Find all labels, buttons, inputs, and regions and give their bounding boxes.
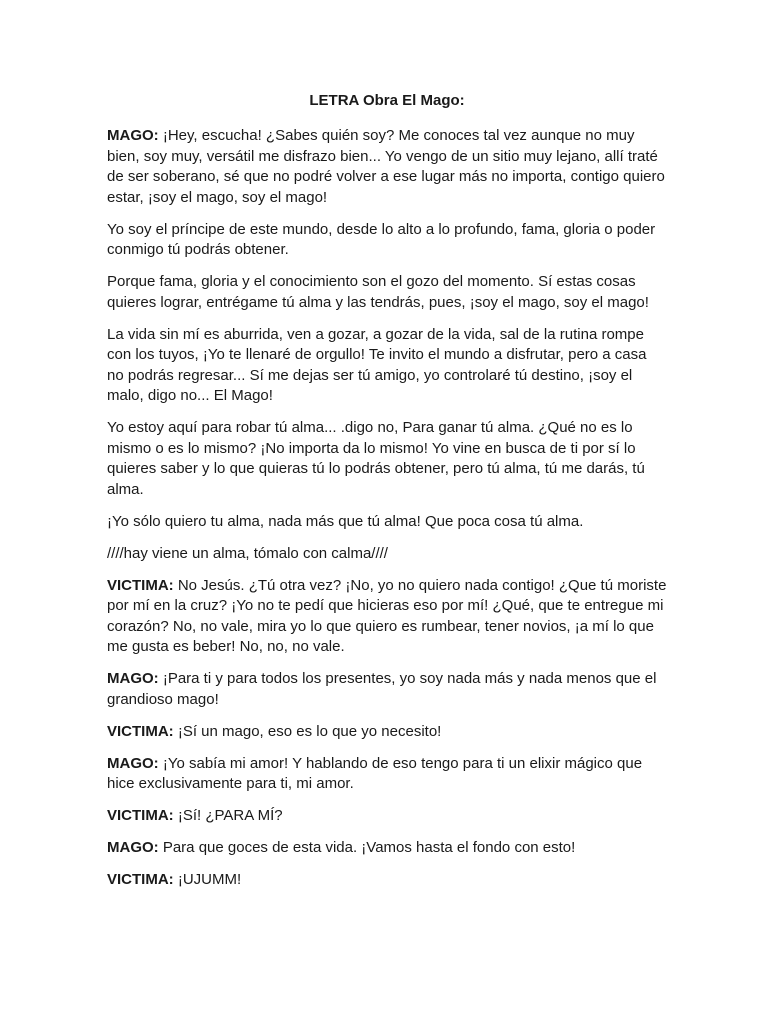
- paragraph-2: [107, 220, 667, 261]
- speaker-label: MAGO:: [107, 127, 159, 144]
- document-title: LETRA Obra El Mago:: [309, 92, 465, 109]
- paragraph-text: ////hay viene un alma, tómalo con calma////: [107, 544, 388, 562]
- paragraph-12: [107, 806, 667, 827]
- paragraph-text: ¡Sí! ¿PARA MÍ?: [173, 807, 283, 824]
- paragraph-text: Yo estoy aquí para robar tú alma... .digo no, Para ganar tú alma. ¿Qué no es lo mismo o es lo mismo? ¡No importa da lo mismo! Yo vine en busca de ti por sí lo quieres saber y lo que quieras tú lo podrás obtener, pero tú alma, tú me darás, tú alma.: [107, 419, 645, 498]
- paragraph-5: [107, 418, 667, 500]
- paragraph-6: [107, 512, 667, 533]
- speaker-label: MAGO:: [107, 754, 159, 772]
- speaker-label: VICTIMA:: [107, 807, 174, 824]
- paragraph-text: No Jesús. ¿Tú otra vez? ¡No, yo no quiero nada contigo! ¿Que tú moriste por mí en la cruz? ¡Yo no te pedí que hicieras eso por mí! ¿Qué, que te entregue mi corazón? No, no vale, mira yo lo que quiero es rumbear, tener novios, ¡a mí lo que me gusta es beber! No, no, no vale.: [107, 576, 667, 655]
- paragraph-text: ¡Para ti y para todos los presentes, yo soy nada más y nada menos que el grandioso mago!: [107, 670, 657, 708]
- paragraph-4: [107, 325, 667, 407]
- document-page: [107, 92, 667, 902]
- speaker-label: VICTIMA:: [107, 576, 174, 594]
- paragraph-14: [107, 870, 667, 891]
- paragraph-text: Para que goces de esta vida. ¡Vamos hasta el fondo con esto!: [158, 839, 576, 856]
- paragraph-text: Porque fama, gloria y el conocimiento son el gozo del momento. Sí estas cosas quieres lograr, entrégame tú alma y las tendrás, pues, ¡soy el mago, soy el mago!: [107, 273, 649, 311]
- speaker-label: MAGO:: [107, 839, 159, 856]
- paragraph-8: [107, 576, 667, 658]
- paragraph-text: La vida sin mí es aburrida, ven a gozar, a gozar de la vida, sal de la rutina rompe con los tuyos, ¡Yo te llenaré de orgullo! Te invito el mundo a disfrutar, pero a casa no podrás regresar... Sí me dejas ser tú amigo, yo controlaré tú destino, ¡soy el malo, digo no... El Mago!: [107, 325, 647, 404]
- speaker-label: VICTIMA:: [107, 871, 174, 888]
- paragraph-text: Yo soy el príncipe de este mundo, desde lo alto a lo profundo, fama, gloria o poder conmigo tú podrás obtener.: [107, 220, 656, 258]
- paragraph-11: [107, 754, 667, 795]
- paragraph-text: ¡Yo sabía mi amor! Y hablando de eso tengo para ti un elixir mágico que hice exclusivamente para ti, mi amor.: [107, 754, 643, 792]
- paragraph-text: ¡Yo sólo quiero tu alma, nada más que tú alma! Que poca cosa tú alma.: [107, 512, 584, 530]
- paragraph-text: ¡Hey, escucha! ¿Sabes quién soy? Me conoces tal vez aunque no muy bien, soy muy, versátil me disfrazo bien... Yo vengo de un sitio muy lejano, allí traté de ser soberano, sé que no podré volver a ese lugar más no importa, contigo quiero estar, ¡soy el mago, soy el mago!: [107, 127, 665, 206]
- paragraph-text: ¡Sí un mago, eso es lo que yo necesito!: [173, 722, 442, 740]
- paragraph-3: [107, 272, 667, 313]
- paragraph-13: [107, 838, 667, 859]
- paragraph-10: [107, 722, 667, 743]
- paragraph-text: ¡UJUMM!: [173, 871, 242, 888]
- speaker-label: VICTIMA:: [107, 722, 174, 740]
- paragraph-9: [107, 669, 667, 710]
- speaker-label: MAGO:: [107, 670, 159, 687]
- paragraph-7: [107, 544, 667, 565]
- paragraph-1: [107, 126, 667, 208]
